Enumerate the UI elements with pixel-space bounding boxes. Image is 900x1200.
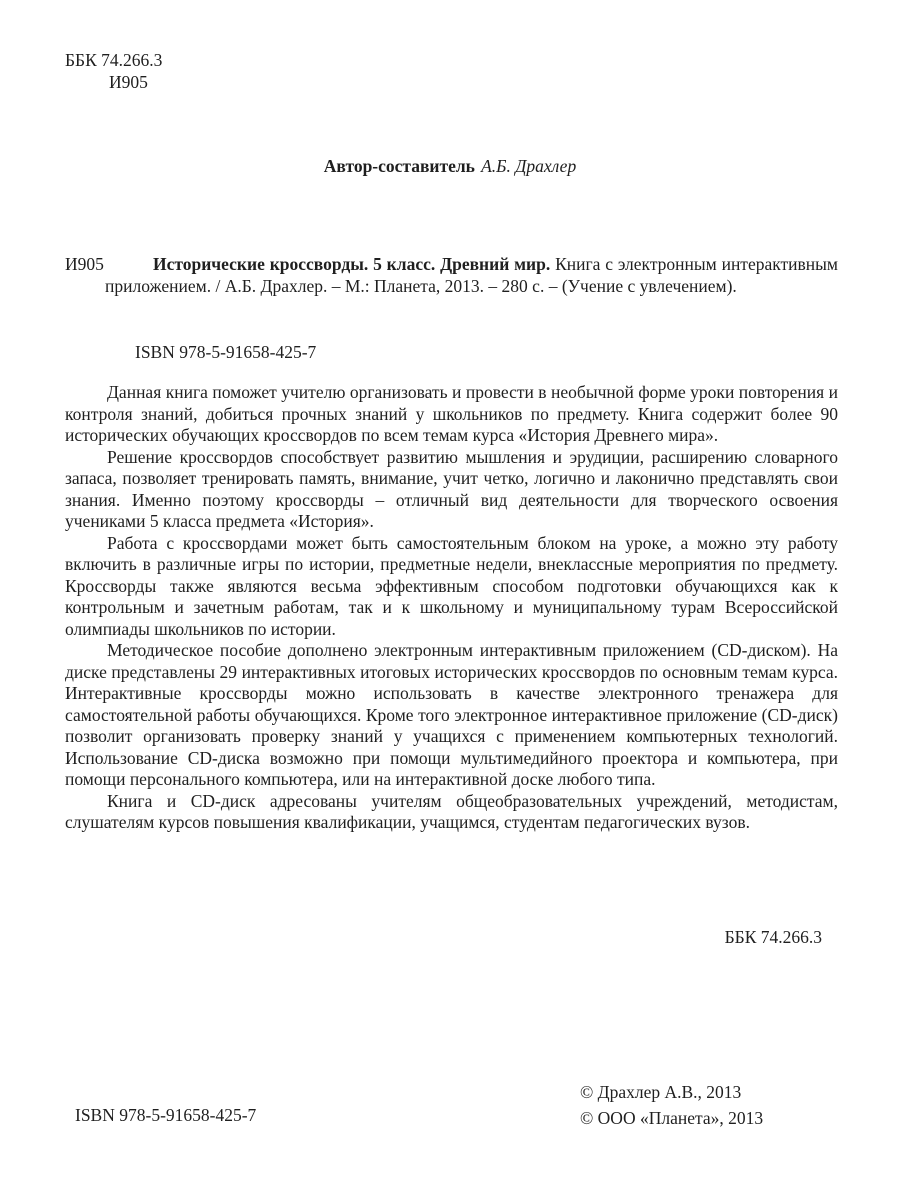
author-name: А.Б. Драхлер — [481, 156, 577, 176]
copyright-block — [580, 1080, 763, 1131]
bbk-code-top: ББК 74.266.3 — [65, 50, 163, 70]
copyright-publisher: © ООО «Планета», 2013 — [580, 1107, 764, 1128]
annotation-paragraph: Методическое пособие дополнено электронным интерактивным приложением (CD-диском). На диске представлены 29 интерактивных итоговых исторических кроссвордов по основным темам курса. Интерактивные кроссворды можно использовать в качестве электронного тренажера для самостоятельной работы обучающихся. Кроме того электронное интерактивное приложение (CD-диск) позволит организовать проверку знаний у учащихся с применением компьютерных технологий. Использование CD-диска возможно при помощи мультимедийного проектора и компьютера, при помощи персонального компьютера, или на интерактивной доске любого типа. — [65, 640, 838, 789]
isbn-top: ISBN 978-5-91658-425-7 — [135, 342, 317, 362]
catalog-code-bib: И905 — [65, 254, 104, 274]
annotation-paragraph: Данная книга поможет учителю организовать и провести в необычной форме уроки повторения и контроля знаний, добиться прочных знаний у школьников по предмету. Книга содержит более 90 исторических обучающих кроссвордов по всем темам курса «История Древнего мира». — [65, 382, 838, 445]
bibliographic-entry — [65, 254, 838, 297]
book-title: Исторические кроссворды. 5 класс. Древний мир. — [153, 254, 551, 274]
annotation-paragraph: Решение кроссвордов способствует развитию мышления и эрудиции, расширению словарного запаса, позволяет тренировать память, внимание, учит четко, логично и лаконично представлять свои знания. Именно поэтому кроссворды – отличный вид деятельности для творческого освоения учениками 5 класса предмета «История». — [65, 446, 838, 531]
isbn-bottom: ISBN 978-5-91658-425-7 — [75, 1105, 257, 1125]
annotation-text — [65, 382, 838, 834]
author-line — [0, 156, 900, 178]
bibliographic-description: Книга с электронным интерактивным приложением. / А.Б. Драхлер. – М.: Планета, 2013. – 280 с. – (Учение с увлечением). — [105, 254, 838, 296]
annotation-paragraph: Работа с кроссвордами может быть самостоятельным блоком на уроке, а можно эту работу включить в различные игры по истории, предметные недели, внеклассные мероприятия по предмету. Кроссворды также являются весьма эффективным способом подготовки обучающихся как к контрольным и зачетным работам, так и к школьному и муниципальному турам Всероссийской олимпиады школьников по истории. — [65, 532, 838, 639]
bbk-code-bottom: ББК 74.266.3 — [724, 927, 822, 947]
bbk-header-block — [65, 50, 162, 93]
copyright-author: © Драхлер А.В., 2013 — [580, 1082, 742, 1102]
catalog-code-top: И905 — [109, 71, 148, 92]
author-label: Автор-составитель — [323, 156, 475, 176]
annotation-paragraph: Книга и CD-диск адресованы учителям общеобразовательных учреждений, методистам, слушателям курсов повышения квалификации, учащимся, студентам педагогических вузов. — [65, 790, 838, 832]
